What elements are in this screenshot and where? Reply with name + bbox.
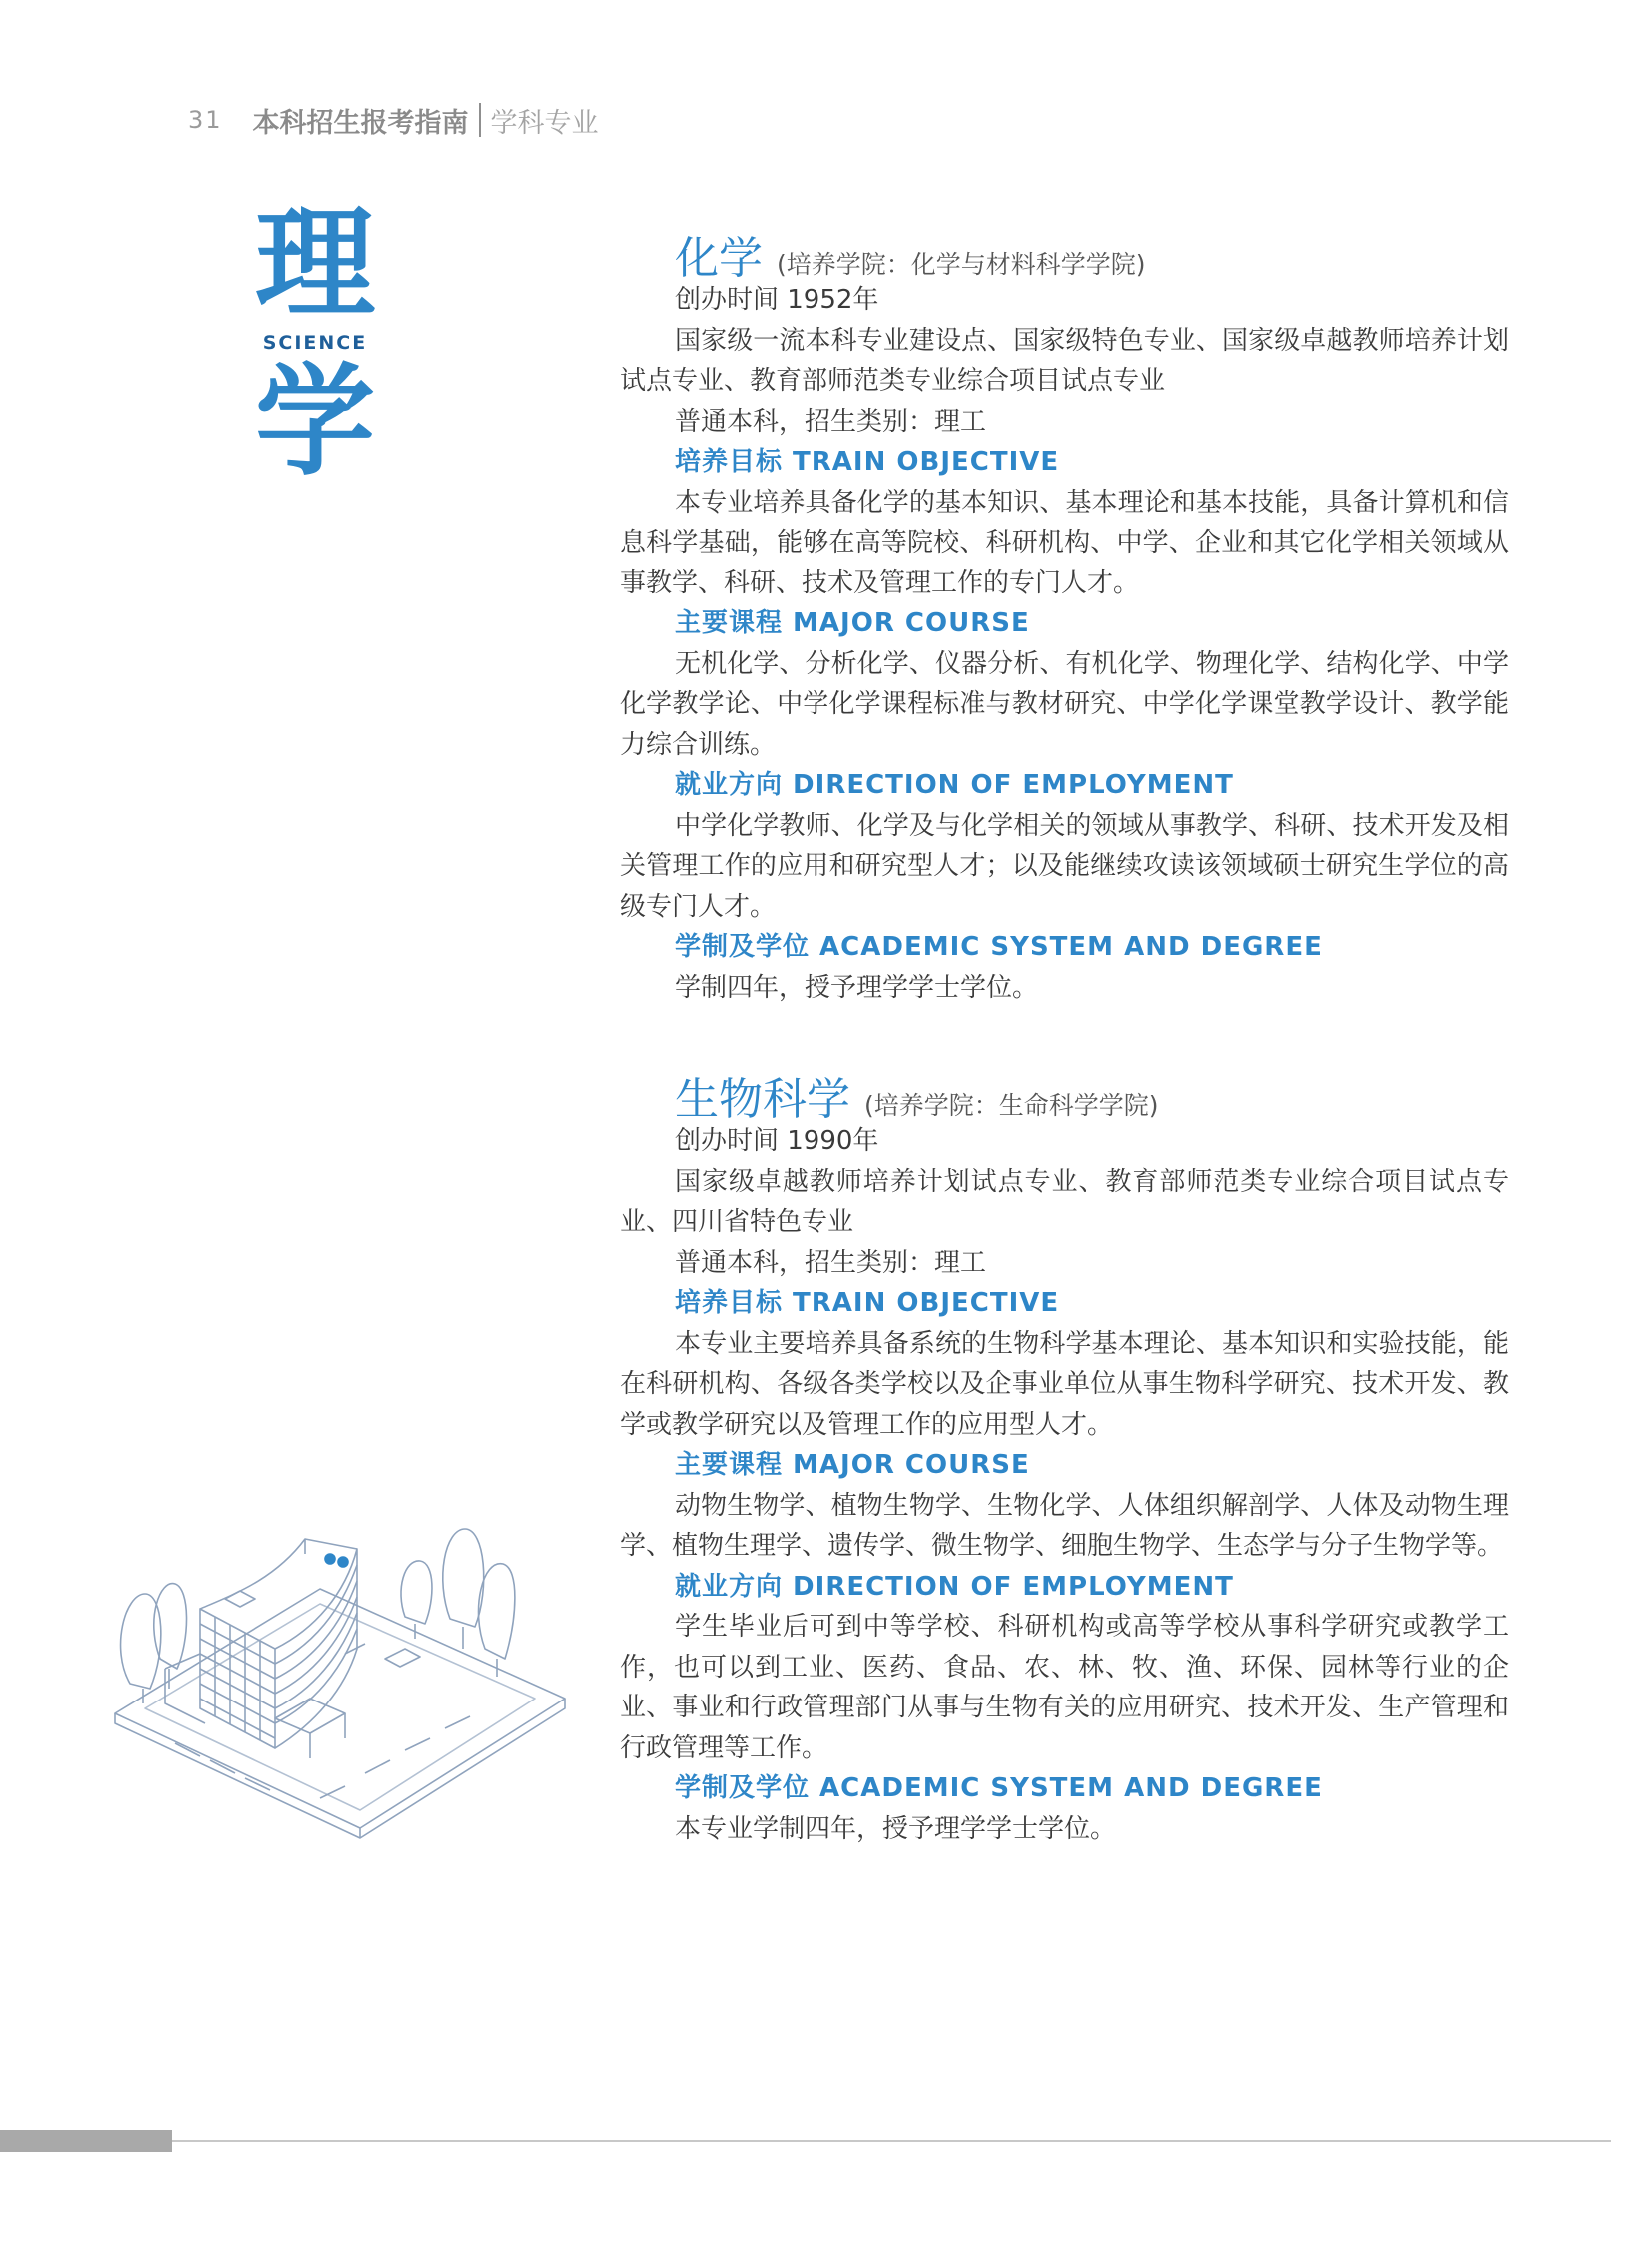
train-objective-heading: 培养目标 TRAIN OBJECTIVE xyxy=(675,1288,1060,1318)
majors-content xyxy=(620,222,1509,1904)
header-divider xyxy=(479,103,481,137)
discipline-char-bottom: 学 xyxy=(255,353,375,492)
founded-text: 创办时间 1952年 xyxy=(675,285,879,315)
major-chemistry xyxy=(620,222,1509,1008)
footer-rule xyxy=(172,2140,1611,2142)
degree-heading: 学制及学位 ACADEMIC SYSTEM AND DEGREE xyxy=(675,932,1323,962)
honors-text: 国家级卓越教师培养计划试点专业、教育部师范类专业综合项目试点专业、四川省特色专业 xyxy=(620,1166,1509,1237)
employment-text: 学生毕业后可到中等学校、科研机构或高等学校从事科学研究或教学工作，也可以到工业、医药、食品、农、林、牧、渔、环保、园林等行业的企业、事业和行政管理部门从事与生物有关的应用研究、技术开发、生产管理和行政管理等工作。 xyxy=(620,1612,1509,1763)
section-label: 学科专业 xyxy=(490,107,599,139)
discipline-char-top: 理 xyxy=(255,195,375,334)
discipline-title xyxy=(250,195,380,492)
discipline-english: SCIENCE xyxy=(262,332,368,354)
category-text: 普通本科，招生类别：理工 xyxy=(675,1247,987,1278)
major-course-heading: 主要课程 MAJOR COURSE xyxy=(675,608,1030,638)
major-heading xyxy=(675,222,1509,284)
honors-text: 国家级一流本科专业建设点、国家级特色专业、国家级卓越教师培养计划试点专业、教育部师范类专业综合项目试点专业 xyxy=(620,325,1509,396)
footer-bar xyxy=(0,2130,172,2152)
category-text: 普通本科，招生类别：理工 xyxy=(675,406,987,437)
major-college: (培养学院：化学与材料科学学院) xyxy=(777,250,1146,279)
building-illustration xyxy=(105,1499,575,1858)
page-number: 31 xyxy=(188,106,223,134)
major-college: (培养学院：生命科学学院) xyxy=(864,1091,1159,1120)
degree-text: 本专业学制四年，授予理学学士学位。 xyxy=(675,1813,1117,1844)
train-objective-text: 本专业主要培养具备系统的生物科学基本理论、基本知识和实验技能，能在科研机构、各级各类学校以及企事业单位从事生物科学研究、技术开发、教学或教学研究以及管理工作的应用型人才。 xyxy=(620,1328,1509,1440)
employment-heading: 就业方向 DIRECTION OF EMPLOYMENT xyxy=(675,770,1234,800)
major-course-text: 动物生物学、植物生物学、生物化学、人体组织解剖学、人体及动物生理学、植物生理学、遗传学、微生物学、细胞生物学、生态学与分子生物学等。 xyxy=(620,1490,1509,1561)
major-name: 生物科学 xyxy=(675,1074,850,1125)
founded-text: 创办时间 1990年 xyxy=(675,1126,879,1156)
major-biology xyxy=(620,1063,1509,1849)
employment-text: 中学化学教师、化学及与化学相关的领域从事教学、科研、技术开发及相关管理工作的应用和研究型人才；以及能继续攻读该领域硕士研究生学位的高级专门人才。 xyxy=(620,810,1509,922)
major-course-text: 无机化学、分析化学、仪器分析、有机化学、物理化学、结构化学、中学化学教学论、中学化学课程标准与教材研究、中学化学课堂教学设计、教学能力综合训练。 xyxy=(620,648,1509,760)
train-objective-text: 本专业培养具备化学的基本知识、基本理论和基本技能，具备计算机和信息科学基础，能够在高等院校、科研机构、中学、企业和其它化学相关领域从事教学、科研、技术及管理工作的专门人才。 xyxy=(620,487,1509,598)
guide-title: 本科招生报考指南 xyxy=(252,107,469,139)
degree-heading: 学制及学位 ACADEMIC SYSTEM AND DEGREE xyxy=(675,1773,1323,1803)
page-header xyxy=(188,100,599,140)
major-course-heading: 主要课程 MAJOR COURSE xyxy=(675,1450,1030,1480)
major-name: 化学 xyxy=(675,233,763,284)
employment-heading: 就业方向 DIRECTION OF EMPLOYMENT xyxy=(675,1571,1234,1602)
train-objective-heading: 培养目标 TRAIN OBJECTIVE xyxy=(675,447,1060,477)
major-heading xyxy=(675,1063,1509,1125)
degree-text: 学制四年，授予理学学士学位。 xyxy=(675,972,1039,1003)
